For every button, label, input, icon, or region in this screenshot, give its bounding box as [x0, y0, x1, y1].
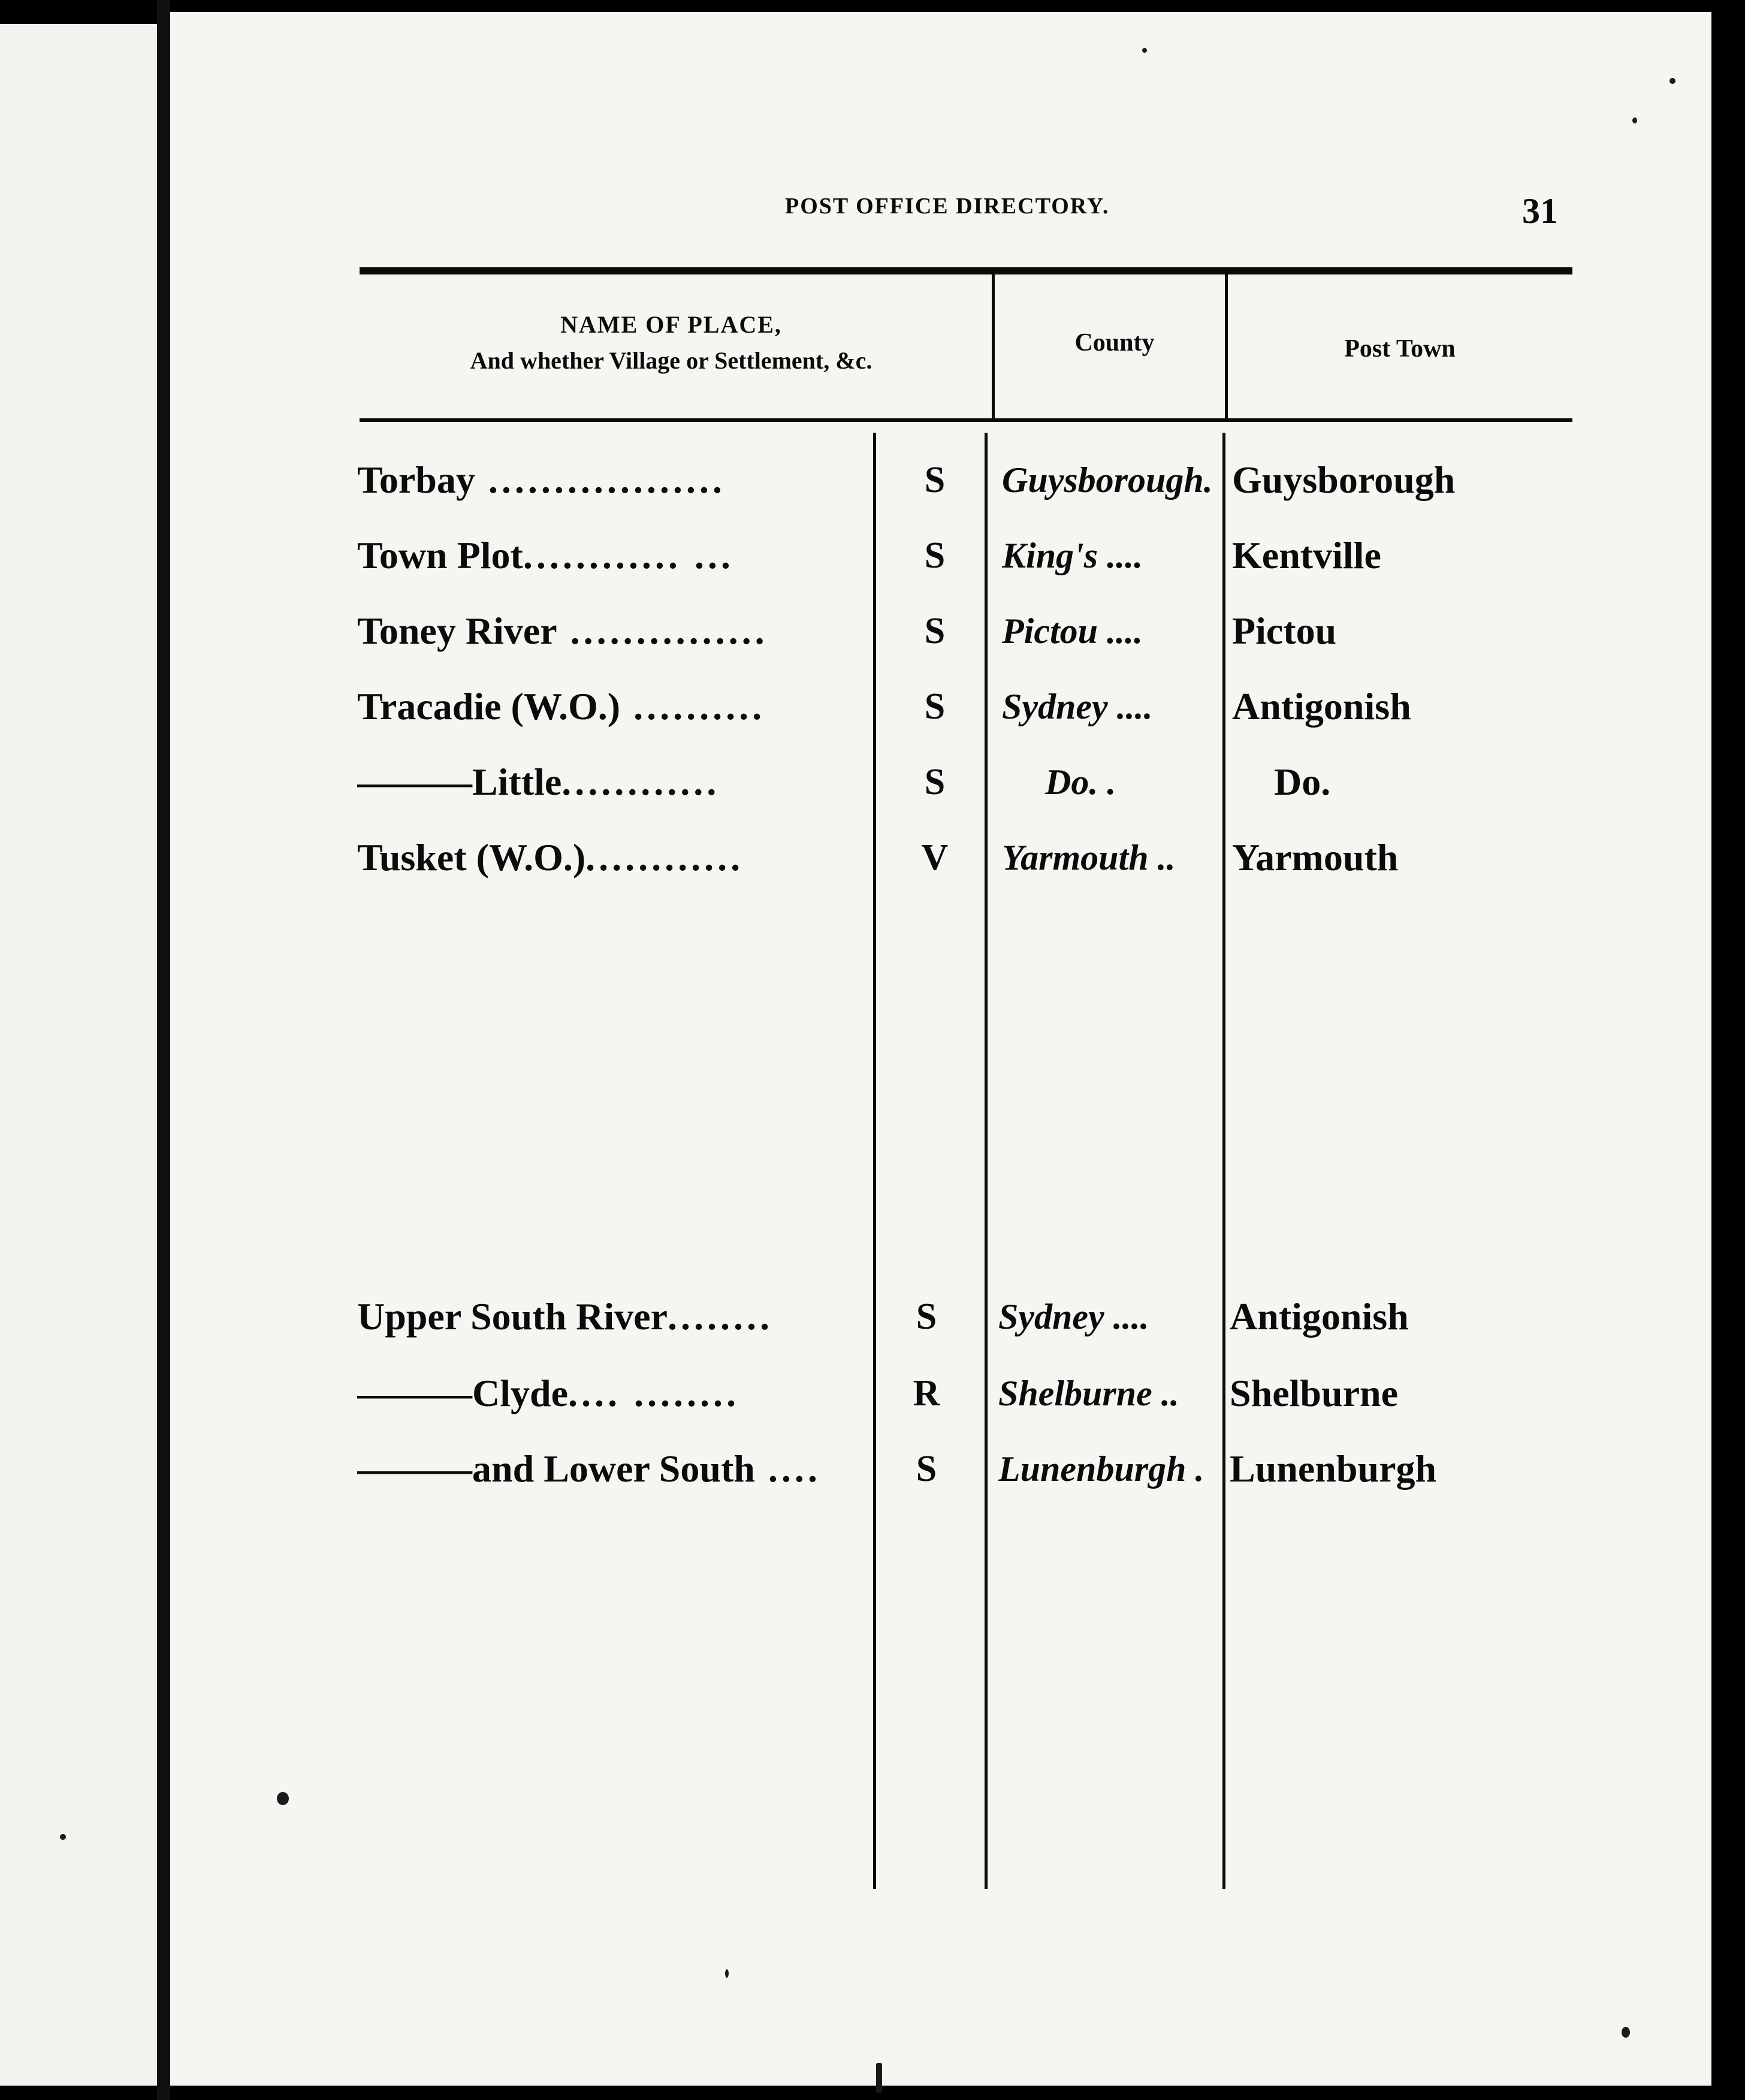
table-row [0, 831, 1745, 885]
table-row [0, 604, 1745, 658]
county: Yarmouth .. [1002, 838, 1176, 877]
place-name-text: Upper South River [357, 1295, 668, 1338]
place-name-text: Tracadie (W.O.) [357, 685, 621, 728]
leader-dots: .................. [475, 458, 726, 501]
leader-dots: ............ [585, 836, 744, 879]
place-name-text: ———Clyde [357, 1372, 568, 1414]
county: Lunenburgh . [998, 1449, 1204, 1489]
post-town: Guysborough [1232, 458, 1456, 501]
post-town: Pictou [1232, 610, 1337, 652]
place-name [357, 1442, 872, 1496]
table-row [0, 680, 1745, 734]
header-county: County [1074, 329, 1155, 357]
table-row [0, 453, 1745, 507]
table-row [0, 755, 1745, 809]
table-row [0, 1442, 1745, 1496]
county: Do. . [1045, 762, 1116, 802]
settlement-type: S [924, 686, 946, 727]
place-name-text: Tusket (W.O.) [357, 836, 586, 879]
speck [277, 1792, 289, 1805]
post-town: Kentville [1232, 534, 1381, 577]
place-name-text: Toney River [357, 610, 557, 652]
place-name [357, 453, 872, 507]
post-town: Shelburne [1230, 1372, 1398, 1414]
county: Sydney .... [1002, 687, 1153, 726]
county: King's .... [1002, 536, 1143, 575]
place-name-text: Town Plot [357, 534, 523, 577]
post-town: Antigonish [1232, 685, 1411, 728]
table-row [0, 1366, 1745, 1420]
settlement-type: S [924, 762, 946, 802]
place-name [357, 1366, 872, 1420]
table-row [0, 1290, 1745, 1344]
speck [876, 2063, 882, 2093]
place-name [357, 529, 872, 583]
speck [725, 1969, 729, 1978]
county: Pictou .... [1002, 611, 1143, 651]
facing-page-edge [0, 24, 162, 2086]
settlement-type: S [924, 535, 946, 576]
speck [1669, 78, 1675, 84]
place-name [357, 604, 872, 658]
leader-dots: ............... [557, 610, 768, 652]
leader-dots: .... ........ [568, 1372, 739, 1414]
post-town: Do. [1274, 761, 1331, 803]
leader-dots: ............ [561, 761, 720, 803]
county: Sydney .... [998, 1297, 1149, 1336]
table-row [0, 529, 1745, 583]
settlement-type: R [913, 1373, 940, 1414]
header-name-line2: And whether Village or Settlement, &c. [470, 347, 872, 374]
place-name-text: ———and Lower South [357, 1447, 755, 1490]
directory-page [170, 12, 1711, 2086]
place-name [357, 831, 872, 885]
post-town: Yarmouth [1232, 836, 1399, 879]
header-bottom-rule [360, 418, 1572, 422]
speck [1142, 48, 1147, 53]
leader-dots: ............ ... [523, 534, 734, 577]
header-post-town: Post Town [1344, 335, 1456, 363]
leader-dots: .... [754, 1447, 821, 1490]
running-head: POST OFFICE DIRECTORY. [785, 194, 1110, 219]
place-name-text: Torbay [357, 458, 475, 501]
post-town: Antigonish [1230, 1295, 1409, 1338]
settlement-type: V [921, 837, 949, 878]
settlement-type: S [924, 611, 946, 651]
settlement-type: S [916, 1449, 937, 1489]
speck [1632, 117, 1637, 123]
book-spine [157, 0, 170, 2100]
table-top-rule [360, 267, 1572, 274]
place-name-text: ———Little [357, 761, 562, 803]
leader-dots: ........ [667, 1295, 773, 1338]
speck [1622, 2027, 1630, 2038]
speck [60, 1834, 66, 1840]
place-name [357, 680, 872, 734]
place-name [357, 1290, 872, 1344]
page-number: 31 [1522, 191, 1558, 231]
settlement-type: S [924, 460, 946, 500]
settlement-type: S [916, 1296, 937, 1337]
leader-dots: .......... [620, 685, 766, 728]
header-name-line1: NAME OF PLACE, [560, 311, 782, 338]
county: Guysborough. [1002, 460, 1213, 500]
place-name [357, 755, 872, 809]
header-name-of-place [419, 307, 923, 379]
county: Shelburne .. [998, 1374, 1179, 1413]
post-town: Lunenburgh [1230, 1447, 1437, 1490]
